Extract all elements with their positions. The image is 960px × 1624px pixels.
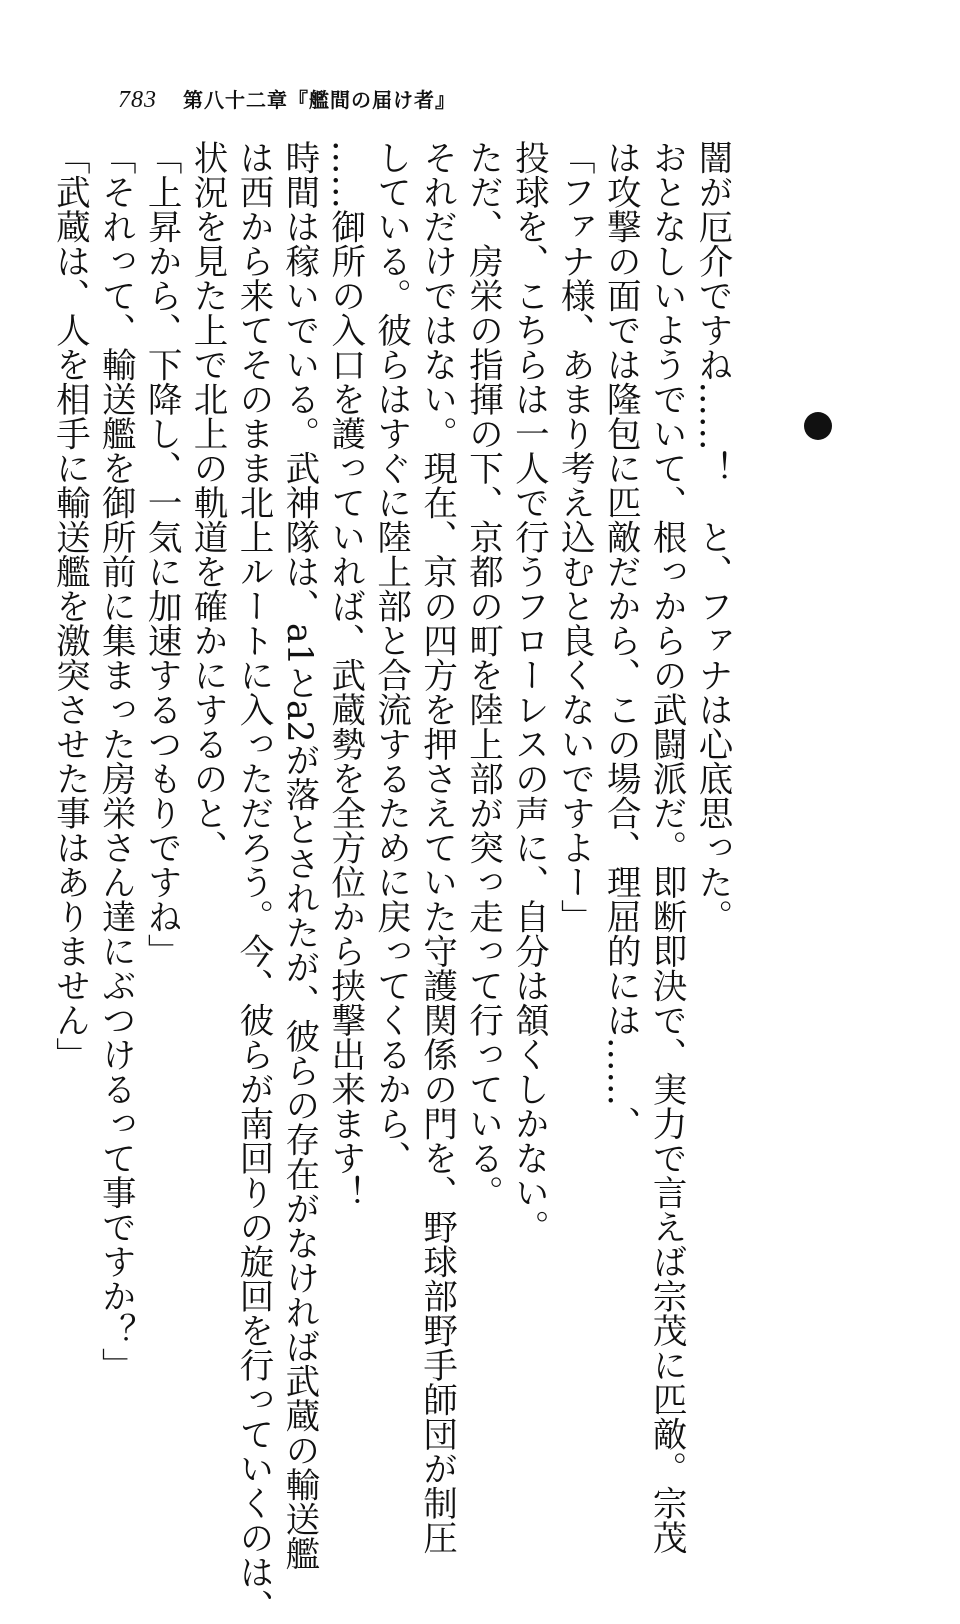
text-line: 闇が厄介ですね……！ と、ファナは心底思った。 bbox=[692, 140, 732, 934]
text-line: 状況を見た上で北上の軌道を確かにするのと、 bbox=[187, 140, 228, 865]
page-header bbox=[118, 84, 456, 114]
body-text bbox=[45, 140, 734, 1624]
text-line: は攻撃の面では隆包に匹敵だから、この場合、理屈的には……、 bbox=[600, 140, 641, 1141]
text-line: 「武蔵は、人を相手に輸送艦を激突させた事はありません」 bbox=[49, 140, 90, 1072]
text-line: 「ファナ様、あまり考え込むと良くないですよー」 bbox=[554, 140, 595, 934]
text-line: 「上昇から、下降し、一気に加速するつもりですね」 bbox=[141, 140, 182, 968]
text-line: 「それって、輸送艦を御所前に集まった房栄さん達にぶつけるって事ですか？」 bbox=[95, 140, 136, 1382]
chapter-title: 第八十二章『艦間の届け者』 bbox=[183, 88, 456, 112]
text-line: 時間は稼いでいる。武神隊は、a1とa2が落とされたが、彼らの存在がなければ武蔵の輸送艦 bbox=[278, 140, 319, 1571]
text-line: ただ、房栄の指揮の下、京都の町を陸上部が突っ走って行っている。 bbox=[462, 140, 503, 1210]
text-line: それだけではない。現在、京の四方を押さえていた守護関係の門を、野球部野手師団が制圧 bbox=[416, 140, 457, 1555]
section-marker-dot bbox=[804, 412, 832, 440]
page-number: 783 bbox=[118, 87, 157, 113]
text-line: おとなしいようでいて、根っからの武闘派だ。即断即決で、実力で言えば宗茂に匹敵。宗茂 bbox=[646, 140, 687, 1555]
text-line: している。彼らはすぐに陸上部と合流するために戻ってくるから、 bbox=[370, 140, 411, 1175]
text-line: 投球を、こちらは一人で行うフローレスの声に、自分は頷くしかない。 bbox=[508, 140, 549, 1244]
text-line: ……御所の入口を護っていれば、武蔵勢を全方位から挟撃出来ます！ bbox=[324, 140, 365, 1210]
text-line: は西から来てそのまま北上ルートに入っただろう。今、彼らが南回りの旋回を行っていくのは、 bbox=[232, 140, 273, 1624]
